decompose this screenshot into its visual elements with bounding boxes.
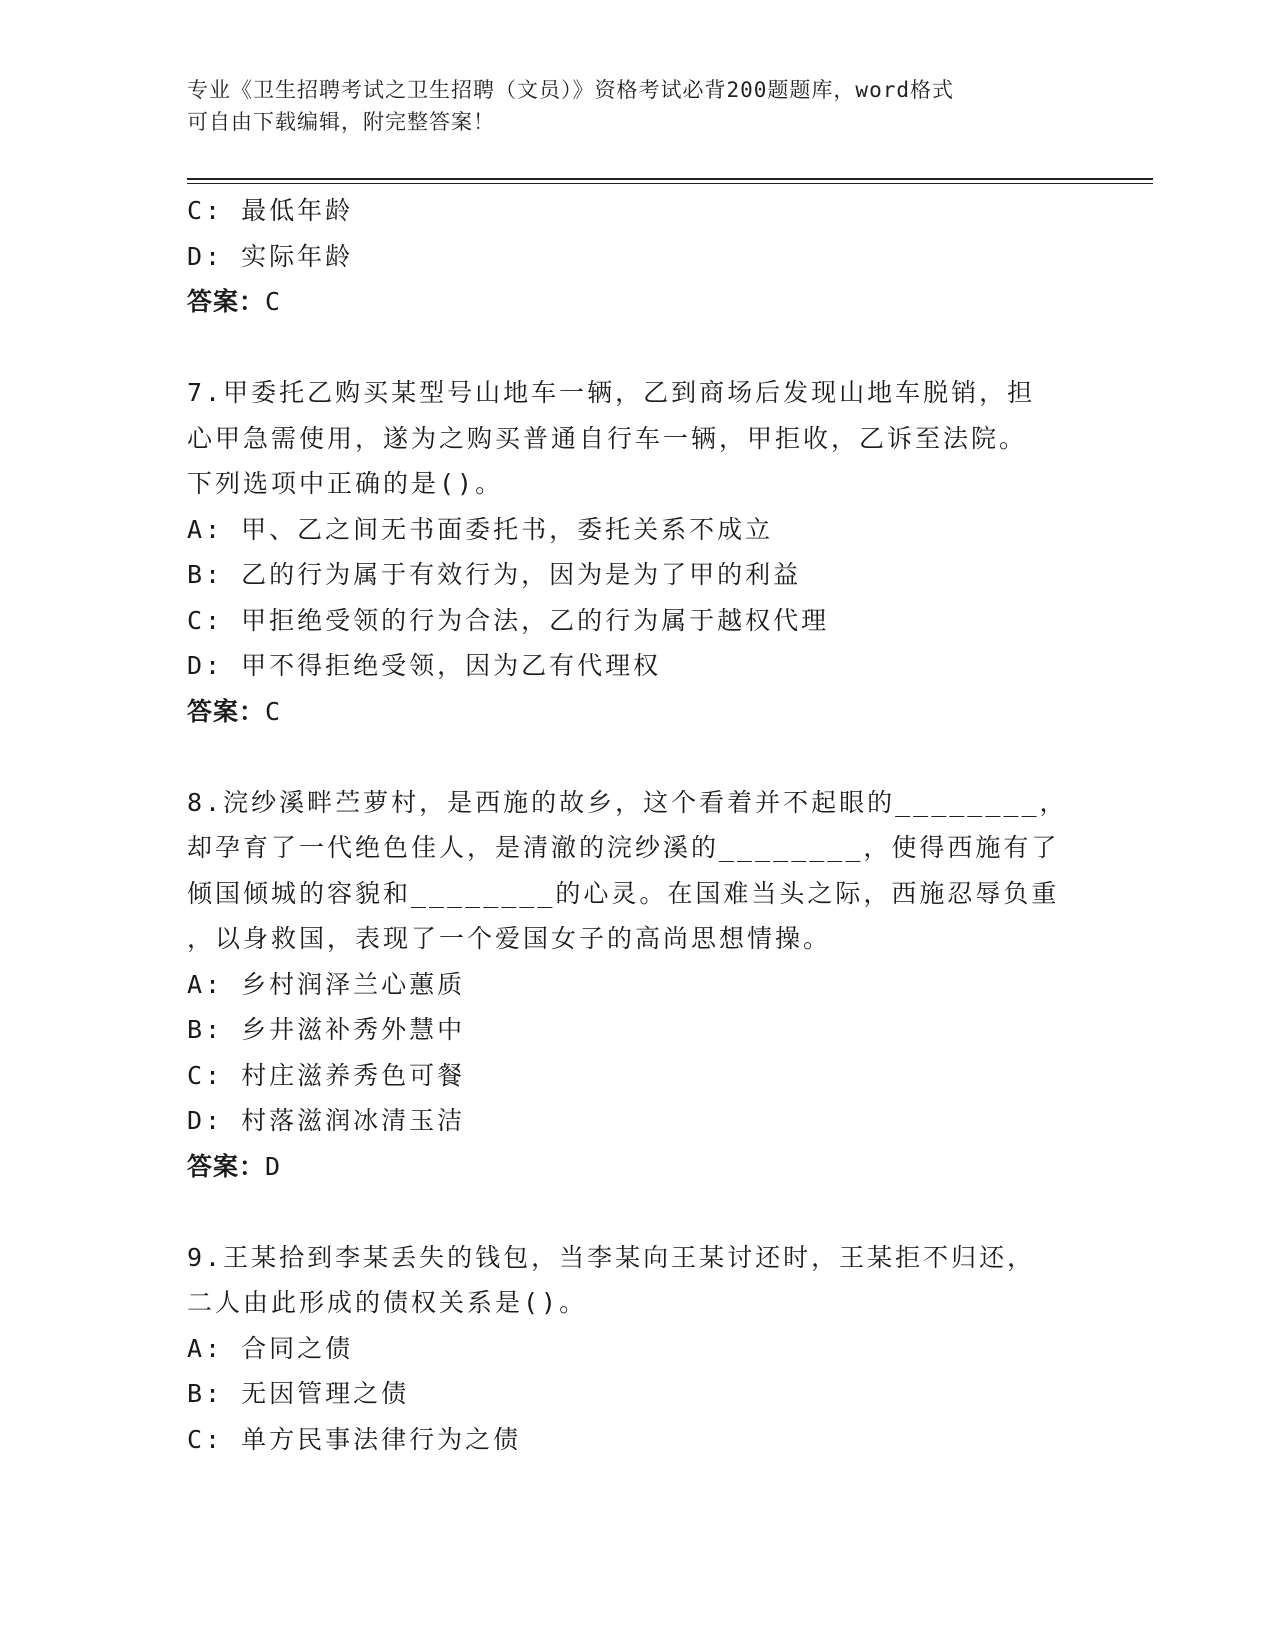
question-7 [187, 370, 1087, 734]
q9-stem-line-1: 9.王某拾到李某丢失的钱包，当李某向王某讨还时，王某拒不归还， [187, 1242, 1036, 1272]
q8-stem-line-1: 8.浣纱溪畔苎萝村，是西施的故乡，这个看着并不起眼的________， [187, 787, 1068, 817]
q8-option-a: A: 乡村润泽兰心蕙质 [187, 969, 466, 999]
spacer [187, 734, 1087, 780]
q7-option-d: D: 甲不得拒绝受领，因为乙有代理权 [187, 651, 662, 680]
q8-option-b: B: 乡井滋补秀外慧中 [187, 1015, 466, 1044]
question-9 [187, 1235, 1087, 1463]
q8-stem-line-2: 却孕育了一代绝色佳人，是清澈的浣纱溪的________，使得西施有了 [187, 833, 1060, 862]
q8-answer-label: 答案： [187, 1151, 266, 1181]
q7-answer [187, 689, 1087, 735]
q9-option-c: C: 单方民事法律行为之债 [187, 1424, 522, 1454]
q7-option-a: A: 甲、乙之间无书面委托书，委托关系不成立 [187, 514, 774, 544]
document-header [187, 74, 1067, 138]
spacer [187, 1189, 1087, 1235]
q8-answer-value: D [265, 1151, 284, 1181]
spacer [187, 325, 1087, 371]
q6-answer [187, 279, 1087, 325]
q6-answer-value: C [265, 287, 284, 316]
q7-stem-line-3: 下列选项中正确的是()。 [187, 469, 504, 498]
q7-option-c: C: 甲拒绝受领的行为合法，乙的行为属于越权代理 [187, 605, 830, 635]
document-body [187, 188, 1087, 1462]
q8-option-c: C: 村庄滋养秀色可餐 [187, 1060, 466, 1090]
q8-stem-line-4: ，以身救国，表现了一个爱国女子的高尚思想情操。 [187, 924, 832, 953]
header-title-line-2: 可自由下载编辑，附完整答案！ [187, 110, 495, 134]
q6-option-c: C: 最低年龄 [187, 196, 354, 225]
q7-stem-line-2: 心甲急需使用，遂为之购买普通自行车一辆，甲拒收，乙诉至法院。 [187, 423, 1028, 453]
q9-option-a: A: 合同之债 [187, 1333, 354, 1363]
question-8 [187, 780, 1087, 1190]
q6-answer-label: 答案： [187, 287, 266, 316]
q9-option-b: B: 无因管理之债 [187, 1379, 410, 1408]
q7-answer-label: 答案： [187, 696, 266, 726]
q7-option-b: B: 乙的行为属于有效行为，因为是为了甲的利益 [187, 560, 802, 589]
q8-option-d: D: 村落滋润冰清玉洁 [187, 1106, 466, 1135]
q8-stem-line-3: 倾国倾城的容貌和________的心灵。在国难当头之际，西施忍辱负重 [187, 878, 1060, 908]
question-6-tail [187, 188, 1087, 325]
header-divider-thick [187, 178, 1153, 180]
q9-stem-line-2: 二人由此形成的债权关系是()。 [187, 1288, 588, 1317]
q6-option-d: D: 实际年龄 [187, 241, 354, 271]
header-divider-thin [187, 183, 1153, 184]
q7-stem-line-1: 7.甲委托乙购买某型号山地车一辆，乙到商场后发现山地车脱销，担 [187, 378, 1036, 407]
q8-answer [187, 1144, 1087, 1190]
header-title-line-1: 专业《卫生招聘考试之卫生招聘（文员）》资格考试必背200题题库，word格式 [187, 78, 954, 102]
q7-answer-value: C [265, 696, 284, 726]
